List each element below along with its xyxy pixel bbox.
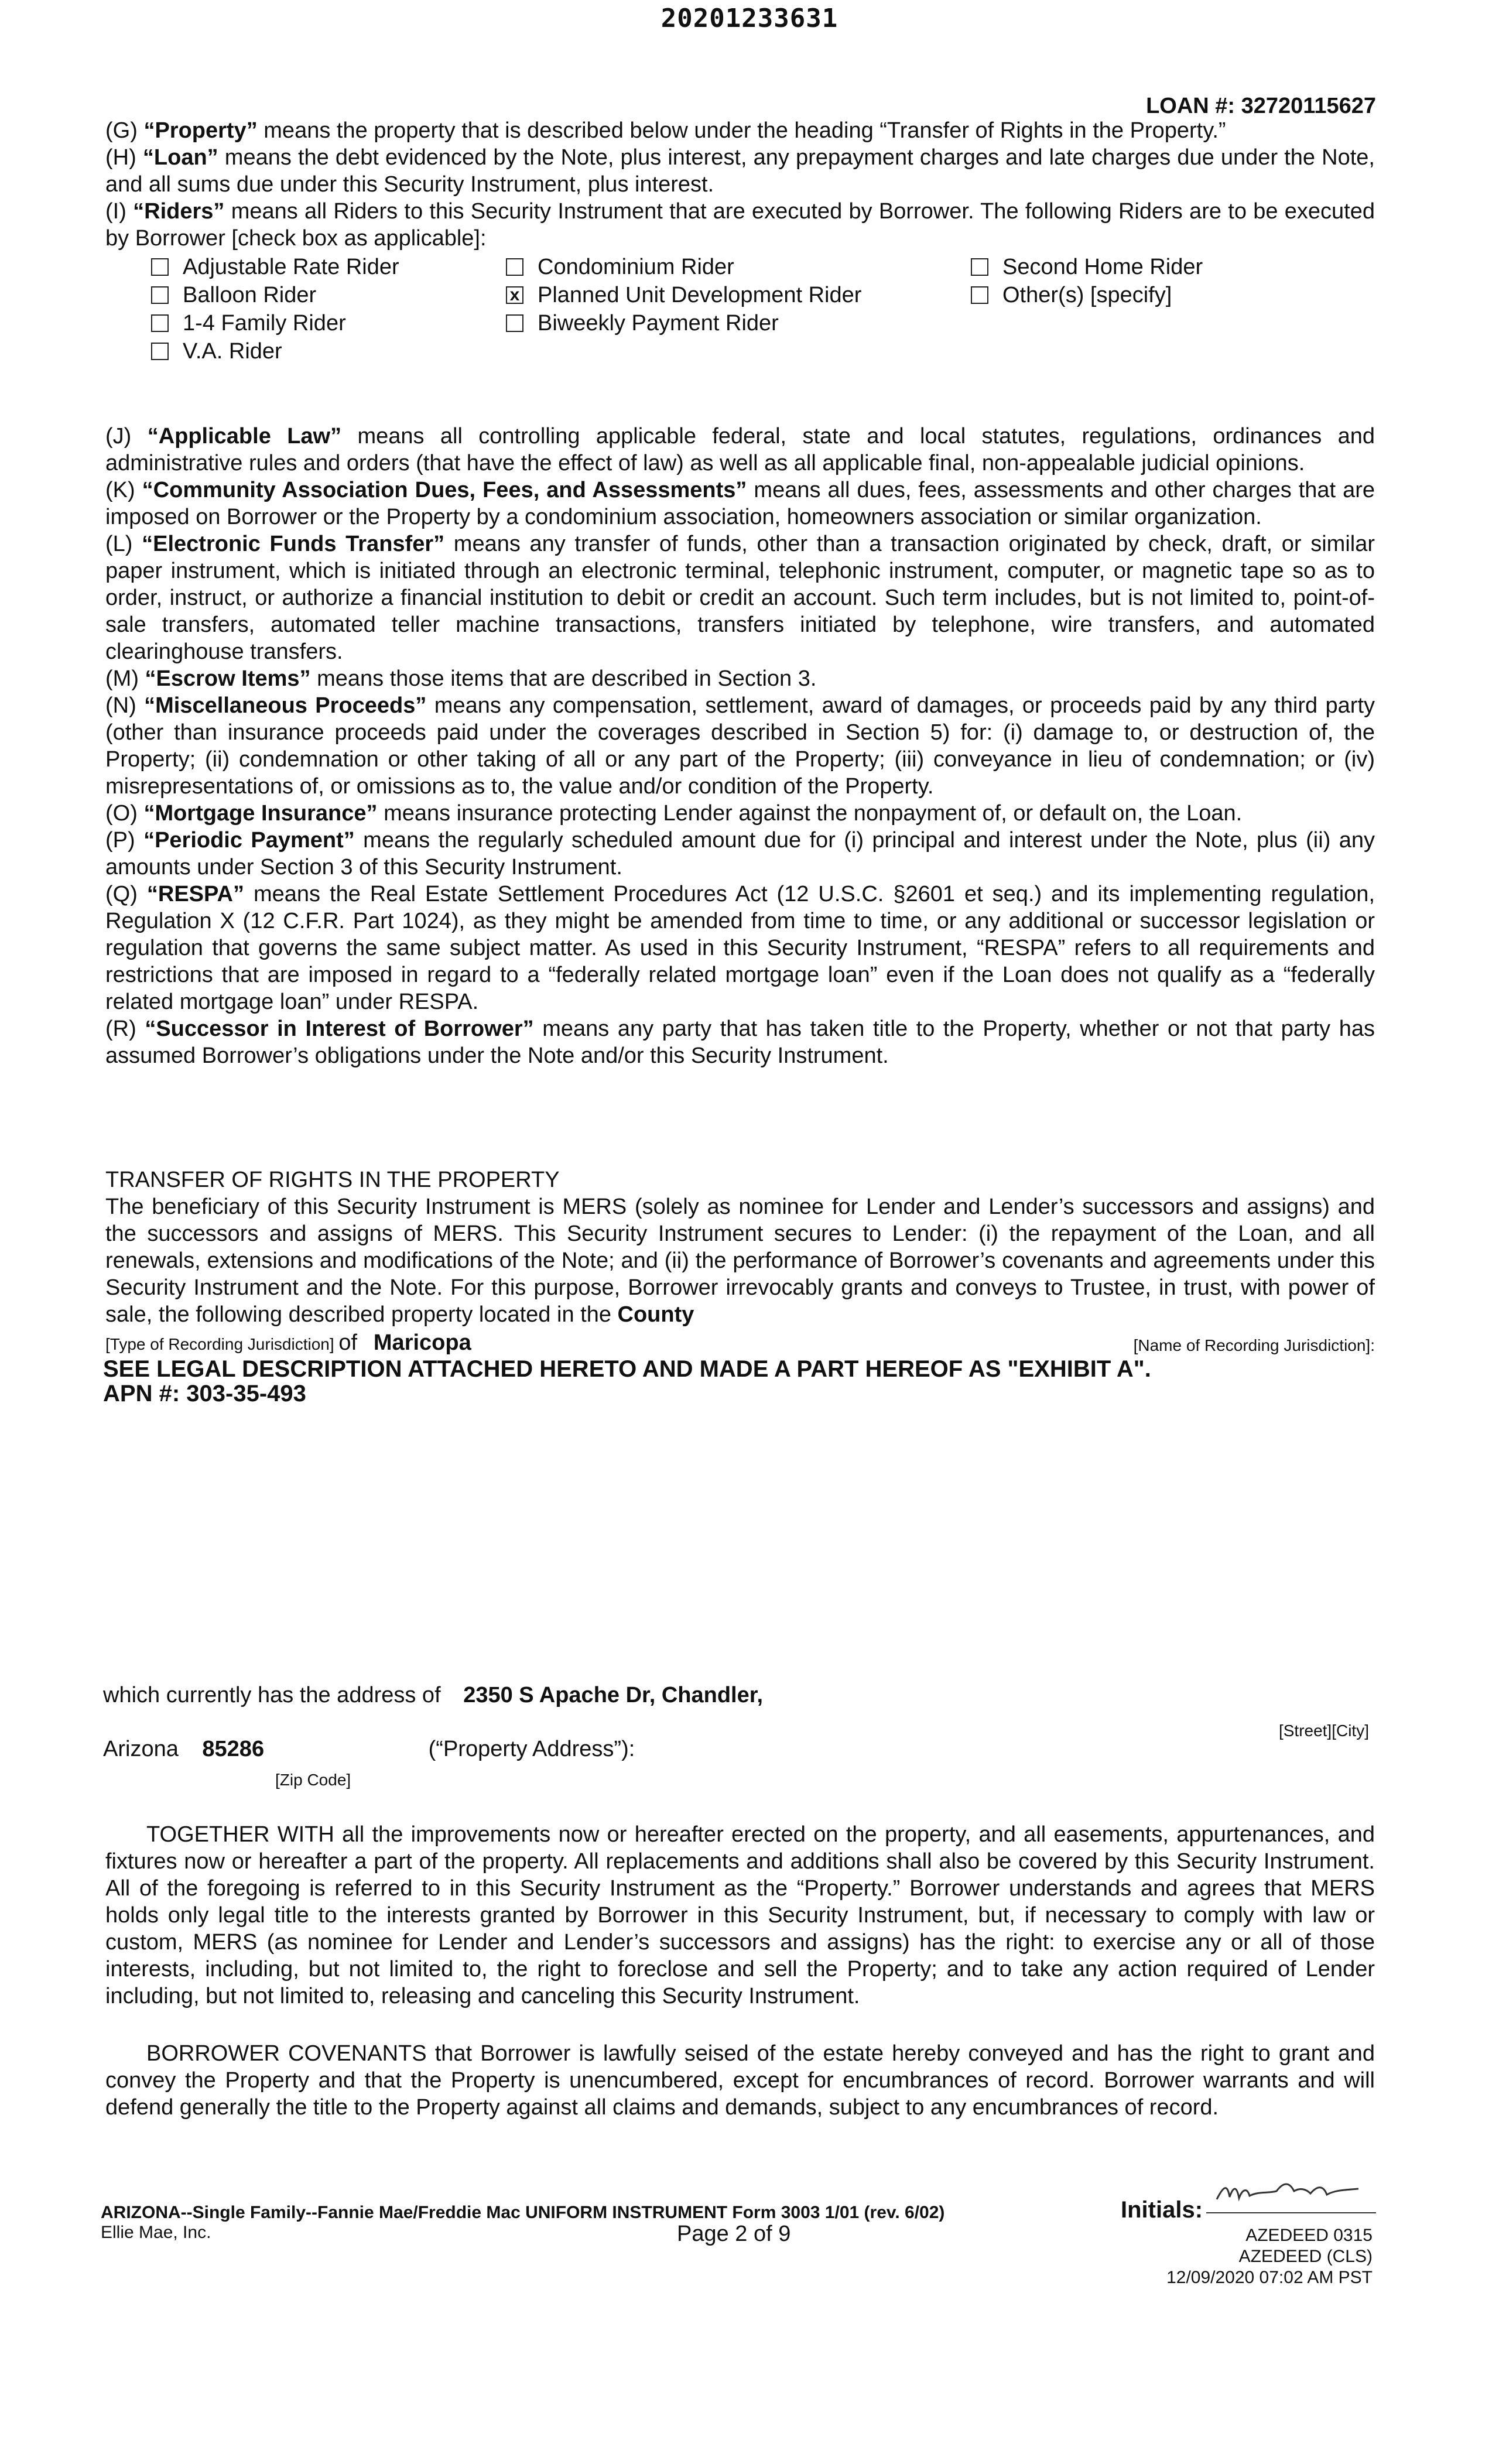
- rider-1-4-family: 1-4 Family Rider: [151, 309, 399, 337]
- zip-code-label: [Zip Code]: [275, 1771, 351, 1789]
- loan-label: LOAN #:: [1146, 94, 1236, 118]
- definition-i: (I) “Riders” means all Riders to this Security Instrument that are executed by Borrower. The following Riders are to be executed by Borrower [check box as applicable]:: [105, 199, 1375, 251]
- together-paragraph: TOGETHER WITH all the improvements now or hereafter erected on the property, and all easements, appurtenances, and fixtures now or hereafter a part of the property. All replacements and additions shall also be covered by this Security Instrument. All of the foregoing is referred to in this Security Instrument as the “Property.” Borrower understands and agrees that MERS holds only legal title to the interests granted by Borrower in this Security Instrument, but, if necessary to comply with law or custom, MERS (as nominee for Lender and Lender’s successors and assigns) has the right: to exercise any or all of those interests, including, but not limited to, the right to foreclose and sell the Property; and to take any action required of Lender including, but not limited to, releasing and canceling this Security Instrument.: [105, 1822, 1375, 2008]
- rider-other: Other(s) [specify]: [971, 281, 1203, 309]
- riders-column-1: [151, 253, 399, 365]
- checkbox[interactable]: [971, 258, 988, 276]
- legal-description: SEE LEGAL DESCRIPTION ATTACHED HERETO AND MADE A PART HEREOF AS "EXHIBIT A".: [103, 1356, 1151, 1382]
- rider-adjustable-rate: Adjustable Rate Rider: [151, 253, 399, 281]
- street-city: 2350 S Apache Dr, Chandler,: [463, 1683, 763, 1707]
- loan-number-line: [1146, 94, 1376, 119]
- rider-balloon: Balloon Rider: [151, 281, 399, 309]
- loan-number: 32720115627: [1241, 94, 1376, 118]
- riders-column-2: [506, 253, 861, 337]
- page-number: Page 2 of 9: [677, 2222, 791, 2246]
- recording-number: 20201233631: [660, 4, 839, 33]
- transfer-title: TRANSFER OF RIGHTS IN THE PROPERTY: [105, 1168, 560, 1192]
- initials-line: [1206, 2212, 1376, 2213]
- checkbox[interactable]: [151, 286, 169, 304]
- checkbox[interactable]: [506, 314, 523, 332]
- definition-m: (M) “Escrow Items” means those items that are described in Section 3.: [105, 666, 817, 691]
- riders-column-3: [971, 253, 1203, 309]
- transfer-paragraph: The beneficiary of this Security Instrument is MERS (solely as nominee for Lender and Lender’s successors and assigns) and the successors and assigns of MERS. This Security Instrument secures to Lender: (i) the repayment of the Loan, and all renewals, extensions and modifications of the Note; and (ii) the performance of Borrower’s covenants and agreements under this Security Instrument and the Note. For this purpose, Borrower irrevocably grants and conveys to Trustee, in trust, with power of sale, the following described property located in the County: [105, 1195, 1375, 1327]
- definition-r: (R) “Successor in Interest of Borrower” means any party that has taken title to the Property, whether or not that party has assumed Borrower’s obligations under the Note and/or this Security Instrument.: [105, 1017, 1375, 1068]
- definition-n: (N) “Miscellaneous Proceeds” means any compensation, settlement, award of damages, or proceeds paid by any third party (other than insurance proceeds paid under the coverages described in Section 5) for: (i) damage to, or destruction of, the Property; (ii) condemnation or other taking of all or any part of the Property; (iii) conveyance in lieu of condemnation; or (iv) misrepresentations of, or omissions as to, the value and/or condition of the Property.: [105, 693, 1375, 799]
- rider-planned-unit-development: x Planned Unit Development Rider: [506, 281, 861, 309]
- property-address-label: (“Property Address”):: [428, 1737, 635, 1761]
- jurisdiction-type-label: [Type of Recording Jurisdiction] of Maricopa: [105, 1330, 471, 1355]
- jurisdiction-name-label: [Name of Recording Jurisdiction]:: [1133, 1336, 1375, 1354]
- vendor-name: Ellie Mae, Inc.: [101, 2223, 211, 2242]
- definitions-bottom: [105, 423, 1375, 1069]
- checkbox[interactable]: [506, 258, 523, 276]
- initials-label: Initials:: [1121, 2197, 1203, 2223]
- checkbox[interactable]: [151, 258, 169, 276]
- jurisdiction-type: County: [617, 1302, 694, 1327]
- definition-g: (G) “Property” means the property that is described below under the heading “Transfer of Rights in the Property.”: [105, 118, 1226, 143]
- street-city-label: [Street][City]: [1278, 1722, 1369, 1740]
- definition-o: (O) “Mortgage Insurance” means insurance protecting Lender against the nonpayment of, or default on, the Loan.: [105, 801, 1243, 826]
- checkbox[interactable]: [151, 343, 169, 360]
- footer-codes: [1166, 2225, 1373, 2288]
- state-zip-line: [103, 1737, 635, 1762]
- definition-q: (Q) “RESPA” means the Real Estate Settlement Procedures Act (12 U.S.C. §2601 et seq.) and its implementing regulation, Regulation X (12 C.F.R. Part 1024), as they might be amended from time to time, or any additional or successor legislation or regulation that governs the same subject matter. As used in this Security Instrument, “RESPA” refers to all requirements and restrictions that are imposed in regard to a “federally related mortgage loan” even if the Loan does not qualify as a “federally related mortgage loan” under RESPA.: [105, 882, 1375, 1014]
- state: Arizona: [103, 1737, 179, 1761]
- rider-condominium: Condominium Rider: [506, 253, 861, 281]
- definitions-top: [105, 117, 1375, 252]
- definition-p: (P) “Periodic Payment” means the regularly scheduled amount due for (i) principal and interest under the Note, plus (ii) any amounts under Section 3 of this Security Instrument.: [105, 828, 1375, 879]
- transfer-section: [105, 1166, 1375, 1328]
- form-code-1: AZEDEED 0315: [1245, 2226, 1373, 2245]
- zip-code: 85286: [202, 1737, 265, 1761]
- definition-j: (J) “Applicable Law” means all controlling applicable federal, state and local statutes, regulations, ordinances and administrative rules and orders (that have the effect of law) as well as all applicable final, non-appealable judicial opinions.: [105, 424, 1375, 475]
- print-timestamp: 12/09/2020 07:02 AM PST: [1166, 2268, 1373, 2287]
- apn-number: 303-35-493: [186, 1381, 306, 1406]
- jurisdiction-name: Maricopa: [373, 1330, 471, 1355]
- definition-h: (H) “Loan” means the debt evidenced by the Note, plus interest, any prepayment charges and late charges due under the Note, and all sums due under this Security Instrument, plus interest.: [105, 145, 1375, 197]
- rider-biweekly-payment: Biweekly Payment Rider: [506, 309, 861, 337]
- form-code-2: AZEDEED (CLS): [1238, 2247, 1373, 2266]
- covenants-paragraph: BORROWER COVENANTS that Borrower is lawfully seised of the estate hereby conveyed and has the right to grant and convey the Property and that the Property is unencumbered, except for encumbrances of record. Borrower warrants and will defend generally the title to the Property against all claims and demands, subject to any encumbrances of record.: [105, 2041, 1375, 2120]
- rider-va: V.A. Rider: [151, 337, 399, 365]
- apn-line: APN #: 303-35-493: [103, 1381, 306, 1406]
- definition-l: (L) “Electronic Funds Transfer” means any transfer of funds, other than a transaction originated by check, draft, or similar paper instrument, which is initiated through an electronic terminal, telephonic instrument, computer, or magnetic tape so as to order, instruct, or authorize a financial institution to debit or credit an account. Such term includes, but is not limited to, point-of-sale transfers, automated teller machine transactions, transfers initiated by telephone, wire transfers, and automated clearinghouse transfers.: [105, 532, 1375, 664]
- definition-k: (K) “Community Association Dues, Fees, and Assessments” means all dues, fees, assessments and other charges that are imposed on Borrower or the Property by a condominium association, homeowners association or similar organization.: [105, 478, 1375, 529]
- checkbox-checked[interactable]: x: [506, 286, 523, 304]
- address-line: which currently has the address of 2350 S Apache Dr, Chandler,: [103, 1683, 763, 1707]
- checkbox[interactable]: [971, 286, 988, 304]
- initials-signature-image: [1212, 2174, 1370, 2209]
- checkbox[interactable]: [151, 314, 169, 332]
- rider-second-home: Second Home Rider: [971, 253, 1203, 281]
- form-title: ARIZONA--Single Family--Fannie Mae/Freddie Mac UNIFORM INSTRUMENT Form 3003 1/01 (rev. 6/02): [101, 2203, 945, 2222]
